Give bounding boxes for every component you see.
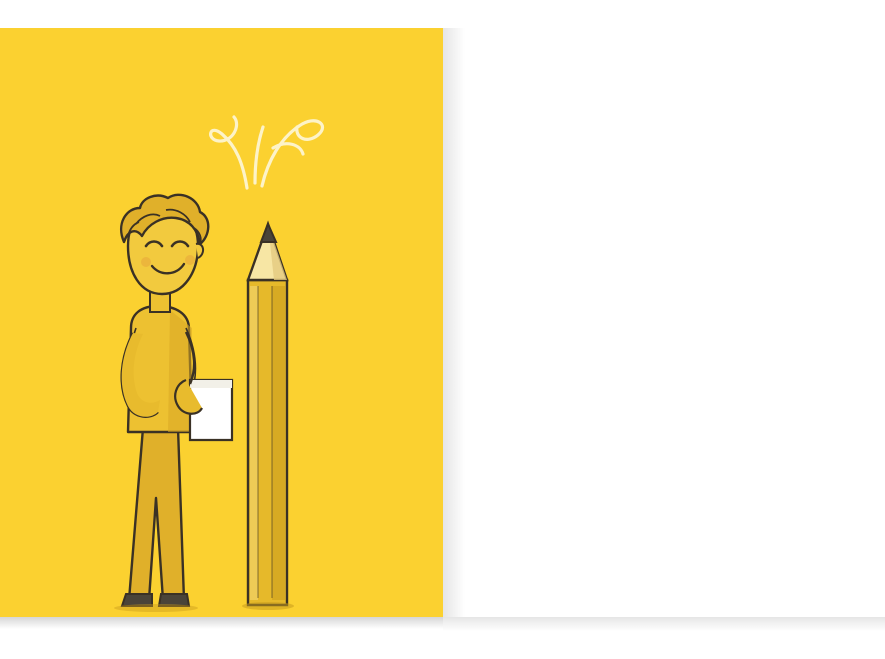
right-page-bottom-shadow xyxy=(443,617,885,631)
left-page-bottom-shadow xyxy=(0,617,450,629)
right-page xyxy=(443,0,885,657)
left-page-illustration-plate xyxy=(0,28,443,617)
boy-holding-paper-with-giant-pencil-illustration xyxy=(0,28,443,617)
